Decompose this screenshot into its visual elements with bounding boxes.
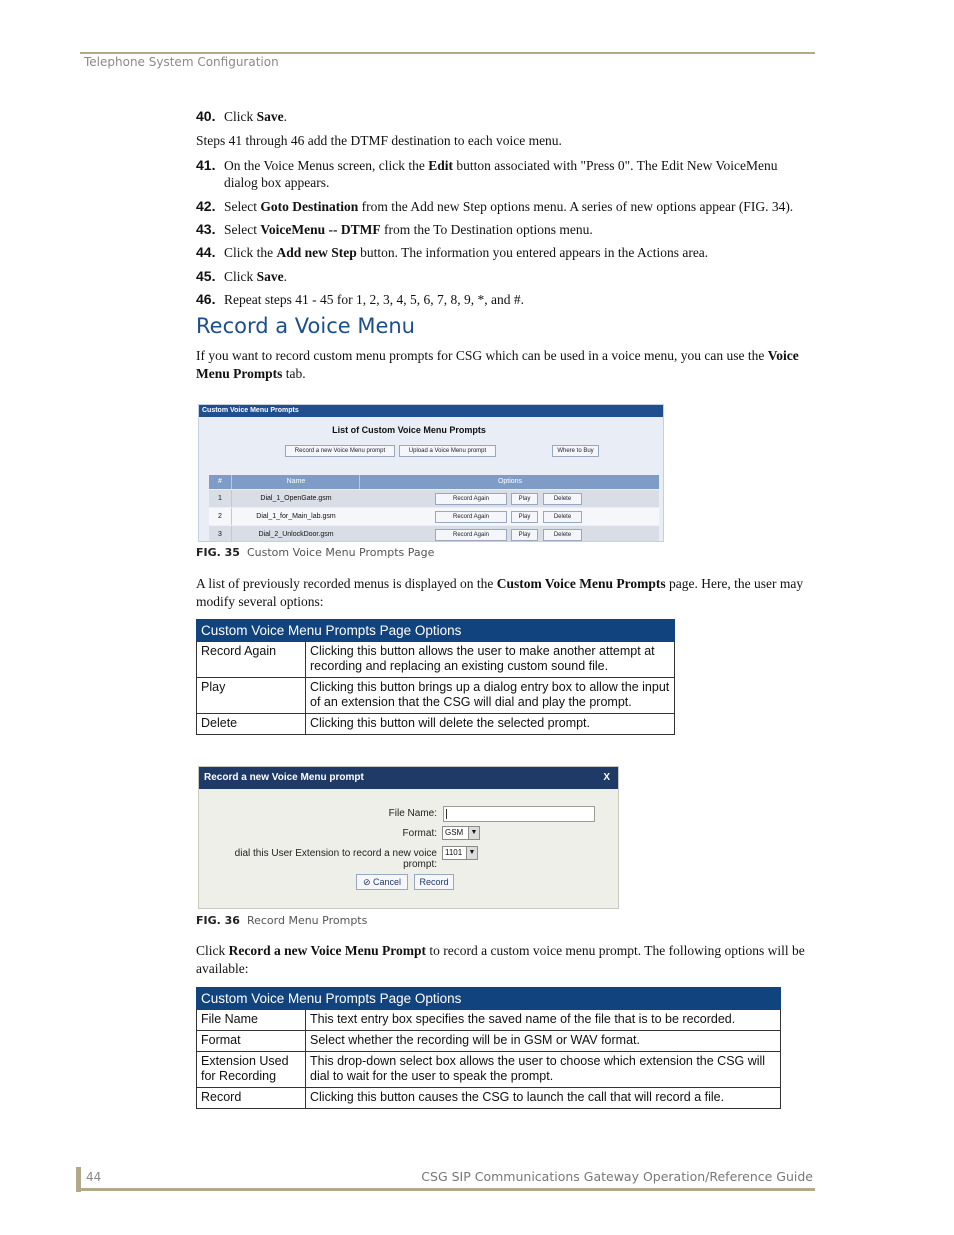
record-again-button[interactable]: Record Again [435, 529, 507, 541]
figure-35-caption: FIG. 35 Custom Voice Menu Prompts Page [196, 546, 435, 559]
delete-button[interactable]: Delete [543, 511, 582, 523]
table-title: Custom Voice Menu Prompts Page Options [197, 988, 781, 1010]
list-title: List of Custom Voice Menu Prompts [332, 425, 486, 435]
record-again-button[interactable]: Record Again [435, 493, 507, 505]
page-number: 44 [86, 1170, 102, 1184]
steps-intro: Steps 41 through 46 add the DTMF destination to each voice menu. [196, 133, 562, 148]
table-row: Delete Clicking this button will delete the selected prompt. [197, 714, 675, 735]
step-44: 44. Click the Add new Step button. The information you entered appears in the Actions area. [196, 244, 709, 260]
dialog-title-bar: Record a new Voice Menu prompt X [199, 767, 618, 789]
custom-voice-menu-prompts-screenshot [198, 404, 664, 542]
table-header: # Name Options [209, 475, 659, 489]
table-row: Extension Used for Recording This drop-down select box allows the user to choose which extension the CSG will dial to wait for the user to speak the prompt. [197, 1052, 781, 1088]
delete-button[interactable]: Delete [543, 493, 582, 505]
table-row: 1 Dial_1_OpenGate.gsm Record Again Play Delete [209, 490, 659, 507]
record-again-button[interactable]: Record Again [435, 511, 507, 523]
delete-button[interactable]: Delete [543, 529, 582, 541]
options-table-1 [196, 619, 675, 735]
document-title: CSG SIP Communications Gateway Operation/Reference Guide [421, 1169, 813, 1184]
table-row: Record Again Clicking this button allows the user to make another attempt at recording and replacing an existing custom sound file. [197, 642, 675, 678]
figure-36-caption: FIG. 36 Record Menu Prompts [196, 914, 368, 927]
section-title: Record a Voice Menu [196, 314, 415, 338]
table-row: 3 Dial_2_UnlockDoor.gsm Record Again Play Delete [209, 526, 659, 542]
table-row: Format Select whether the recording will be in GSM or WAV format. [197, 1031, 781, 1052]
running-header: Telephone System Configuration [84, 55, 279, 69]
play-button[interactable]: Play [511, 511, 538, 523]
upload-prompt-button[interactable]: Upload a Voice Menu prompt [399, 445, 496, 457]
list-description: A list of previously recorded menus is displayed on the Custom Voice Menu Prompts page. Here, the user may modify several options: [196, 576, 804, 609]
panel-title-bar: Custom Voice Menu Prompts [199, 405, 664, 417]
file-name-label: File Name: [388, 808, 437, 819]
footer-rule [76, 1188, 815, 1191]
section-intro: If you want to record custom menu prompts for CSG which can be used in a voice menu, you can use the Voice Menu Prompts tab. [196, 348, 799, 381]
format-select[interactable]: GSM ▼ [442, 826, 480, 840]
cancel-icon: ⊘ [362, 877, 371, 887]
record-new-prompt-button[interactable]: Record a new Voice Menu prompt [285, 445, 395, 457]
step-42: 42. Select Goto Destination from the Add new Step options menu. A series of new options appear (FIG. 34). [196, 198, 794, 214]
play-button[interactable]: Play [511, 529, 538, 541]
record-description: Click Record a new Voice Menu Prompt to record a custom voice menu prompt. The following options will be available: [196, 943, 805, 976]
format-label: Format: [402, 828, 437, 839]
chevron-down-icon: ▼ [468, 827, 479, 839]
table-row: Play Clicking this button brings up a dialog entry box to allow the input of an extension that the CSG will dial and play the prompt. [197, 678, 675, 714]
header-rule [80, 52, 815, 54]
extension-select[interactable]: 1101 ▼ [442, 846, 478, 860]
record-button[interactable]: Record [414, 874, 454, 890]
table-row: 2 Dial_1_for_Main_lab.gsm Record Again Play Delete [209, 508, 659, 525]
record-prompt-dialog-screenshot [198, 766, 619, 909]
file-name-input[interactable] [443, 806, 595, 822]
step-41: 41. On the Voice Menus screen, click the Edit button associated with "Press 0". The Edit New VoiceMenu dialog box appears. [196, 157, 778, 190]
step-46: 46. Repeat steps 41 - 45 for 1, 2, 3, 4, 5, 6, 7, 8, 9, *, and #. [196, 291, 524, 307]
chevron-down-icon: ▼ [466, 847, 477, 859]
table-title: Custom Voice Menu Prompts Page Options [197, 620, 675, 642]
close-icon[interactable]: X [603, 772, 610, 783]
text-cursor [446, 809, 447, 819]
step-45: 45. Click Save. [196, 268, 287, 284]
play-button[interactable]: Play [511, 493, 538, 505]
cancel-button[interactable]: ⊘ Cancel [356, 874, 408, 890]
extension-label: dial this User Extension to record a new voice prompt: [234, 848, 437, 870]
step-43: 43. Select VoiceMenu -- DTMF from the To Destination options menu. [196, 221, 593, 237]
step-40: 40. Click Save. [196, 108, 287, 124]
where-to-buy-button[interactable]: Where to Buy [552, 445, 599, 457]
table-row: File Name This text entry box specifies the saved name of the file that is to be recorded. [197, 1010, 781, 1031]
options-table-2 [196, 987, 781, 1109]
table-row: Record Clicking this button causes the CSG to launch the call that will record a file. [197, 1088, 781, 1109]
step-number: 40. [196, 108, 216, 124]
